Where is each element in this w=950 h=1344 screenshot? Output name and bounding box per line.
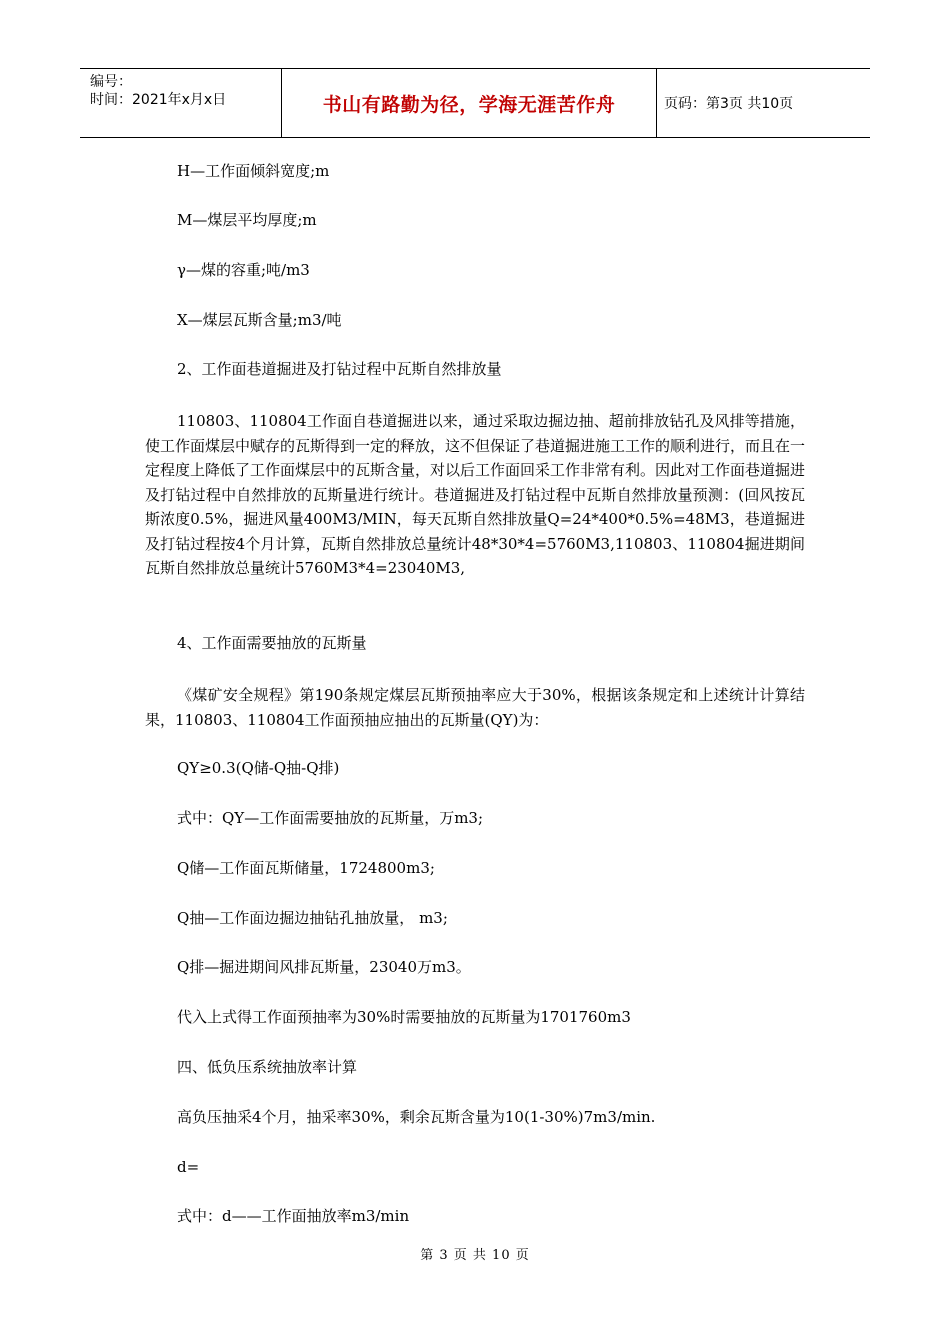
formula-where-d: 式中：d——工作面抽放率m3/min [177,1207,410,1225]
section-heading-four: 四、低负压系统抽放率计算 [177,1058,358,1076]
time-label: 时间：2021年x月x日 [90,92,227,108]
paragraph-natural-emission: 110803、110804工作面自巷道掘进以来，通过采取边掘边抽、超前排放钻孔及风排等措施，使工作面煤层中赋存的瓦斯得到一定的释放，这不但保证了巷道掘进施工工作的顺利进行，而且在一定程度上降低了工作面煤层中的瓦斯含量，对以后工作面回采工作非常有利。因此对工作面巷道掘进及打钻过程中自然排放的瓦斯量进行统计。巷道掘进及打钻过程中瓦斯自然排放量预测：(回风按瓦斯浓度0.5%，掘进风量400M3/MIN，每天瓦斯自然排放量Q=24*400*0.5%=48M3，巷道掘进及打钻过程按4个月计算，瓦斯自然排放总量统计48*30*4=5760M3,110803、110804掘进期间瓦斯自然排放总量统计5760M3*4=23040M3, [145,412,806,577]
high-pressure-statement: 高负压抽采4个月，抽采率30%，剩余瓦斯含量为10(1-30%)7m3/min. [177,1108,656,1126]
section-heading-4: 4、工作面需要抽放的瓦斯量 [177,634,367,652]
result-statement: 代入上式得工作面预抽率为30%时需要抽放的瓦斯量为1701760m3 [177,1008,631,1026]
header-page-info: 页码：第3页 共10页 [664,96,794,112]
definition-gamma: γ—煤的容重;吨/m3 [177,261,310,279]
page-footer: 第 3 页 共 10 页 [420,1248,530,1263]
page-header [80,68,870,138]
formula-q-storage: Q储—工作面瓦斯储量，1724800m3; [177,859,435,877]
paragraph-safety-regulation: 《煤矿安全规程》第190条规定煤层瓦斯预抽率应大于30%，根据该条规定和上述统计计算结果，110803、110804工作面预抽应抽出的瓦斯量(QY)为： [145,686,805,729]
definition-h: H—工作面倾斜宽度;m [177,162,330,180]
definition-x: X—煤层瓦斯含量;m3/吨 [177,311,342,329]
formula-q-extraction: Q抽—工作面边掘边抽钻孔抽放量， m3; [177,909,448,927]
number-label: 编号： [90,74,132,90]
formula-q-ventilation: Q排—掘进期间风排瓦斯量，23040万m3。 [177,958,471,976]
header-motto: 书山有路勤为径，学海无涯苦作舟 [322,93,616,116]
formula-qy: QY≥0.3(Q储-Q抽-Q排) [177,759,340,777]
formula-where-qy: 式中：QY—工作面需要抽放的瓦斯量，万m3; [177,809,484,827]
definition-m: M—煤层平均厚度;m [177,211,317,229]
header-meta [80,69,280,137]
header-page-info-cell [656,69,870,137]
section-heading-2: 2、工作面巷道掘进及打钻过程中瓦斯自然排放量 [177,360,502,378]
formula-d: d= [177,1158,200,1176]
header-motto-cell [281,69,657,137]
